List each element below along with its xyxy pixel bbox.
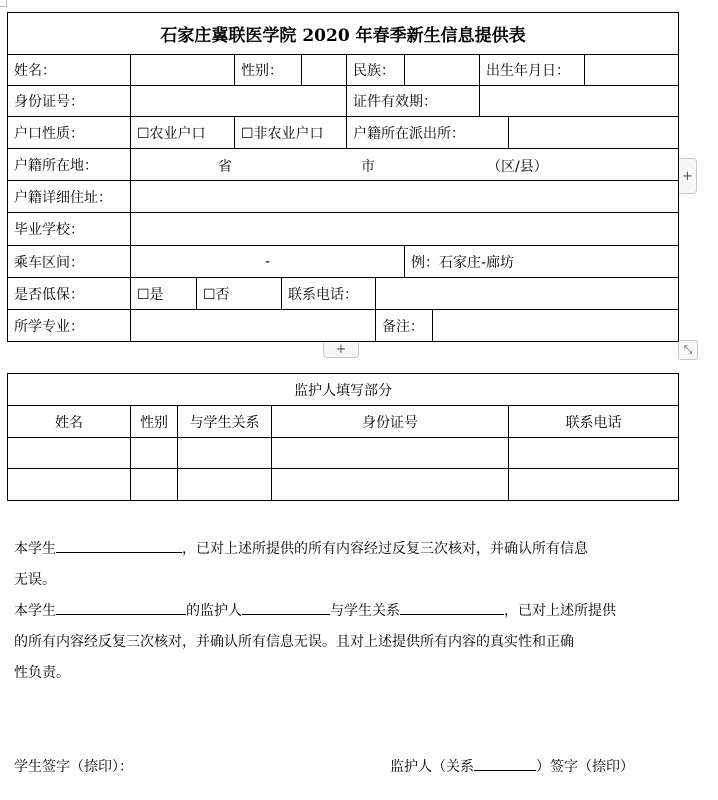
plus-icon: + [335,342,347,357]
route-example: 例：石家庄-廊坊 [404,245,679,278]
guardian-header-name: 姓名 [7,405,131,438]
major-field[interactable] [130,309,376,342]
route-separator: - [264,253,271,270]
student-name-blank-2[interactable] [56,600,186,615]
low-income-yes-checkbox[interactable]: ☐是 [130,277,197,310]
signature-text: ）签字（捺印） [536,759,634,775]
statement-text: 本学生 [14,603,56,619]
name-label: 姓名： [7,54,131,86]
birthdate-label: 出生年月日： [479,54,585,86]
statement-text: ，已对上述所提供 [504,603,616,619]
province-suffix: 省 [218,159,232,175]
guardian-header-relation: 与学生关系 [177,405,272,438]
statement-text: ，已对上述所提供的所有内容经过反复三次核对，并确认所有信息 [182,541,588,557]
hukou-location-field[interactable] [130,148,679,181]
statement-line-5: 性负责。 [14,665,70,681]
id-validity-field[interactable] [479,85,679,117]
id-number-label: 身份证号： [7,85,131,117]
guardian-id-cell[interactable] [271,437,509,469]
id-number-field[interactable] [130,85,347,117]
phone-label: 联系电话： [281,277,376,310]
resize-icon: ⤡ [683,343,693,356]
guardian-header-gender: 性别 [130,405,178,438]
route-field[interactable] [130,245,405,278]
guardian-relation-cell[interactable] [177,468,272,501]
remarks-field[interactable] [432,309,679,342]
school-field[interactable] [130,212,679,246]
city-suffix: 市 [361,159,375,175]
statement-line-3 [14,600,616,620]
id-validity-label: 证件有效期： [346,85,480,117]
guardian-phone-cell[interactable] [508,437,679,469]
plus-icon: + [682,168,693,184]
police-station-field[interactable] [508,116,679,149]
table-resize-handle[interactable] [678,340,698,360]
ethnicity-label: 民族： [346,54,405,86]
gender-field[interactable] [301,54,347,86]
add-column-button[interactable] [679,158,697,194]
ethnicity-field[interactable] [404,54,480,86]
hukou-address-label: 户籍详细住址： [7,180,131,213]
add-row-button[interactable] [323,342,359,358]
guardian-table-title: 监护人填写部分 [7,373,679,406]
route-label: 乘车区间： [7,245,131,278]
guardian-header-id: 身份证号 [271,405,509,438]
guardian-name-blank[interactable] [242,600,330,615]
form-title: 石家庄冀联医学院 2020 年春季新生信息提供表 [7,12,679,55]
guardian-gender-cell[interactable] [130,468,178,501]
paragraph-mark [0,0,7,7]
statement-text: 与学生关系 [330,603,400,619]
hukou-type-label: 户口性质： [7,116,131,149]
guardian-relation-cell[interactable] [177,437,272,469]
low-income-no-checkbox[interactable]: ☐否 [196,277,282,310]
signature-text: 监护人（关系 [390,759,474,775]
gender-label: 性别： [234,54,302,86]
guardian-name-cell[interactable] [7,468,131,501]
student-signature-label: 学生签字（捺印）： [14,759,133,775]
statement-line-4: 的所有内容经反复三次核对，并确认所有信息无误。且对上述提供所有内容的真实性和正确 [14,634,574,650]
hukou-location-label: 户籍所在地： [7,148,131,181]
guardian-gender-cell[interactable] [130,437,178,469]
major-label: 所学专业： [7,309,131,342]
statement-line-2: 无误。 [14,572,56,588]
district-suffix: （区/县） [487,159,548,175]
hukou-nonagricultural-checkbox[interactable]: ☐非农业户口 [234,116,347,149]
statement-text: 本学生 [14,541,56,557]
police-station-label: 户籍所在派出所： [346,116,509,149]
guardian-header-phone: 联系电话 [508,405,679,438]
relation-blank[interactable] [400,600,504,615]
remarks-label: 备注： [375,309,433,342]
birthdate-field[interactable] [584,54,679,86]
guardian-relation-blank[interactable] [474,756,536,771]
statement-line-1 [14,538,588,558]
statement-text: 的监护人 [186,603,242,619]
guardian-phone-cell[interactable] [508,468,679,501]
school-label: 毕业学校： [7,212,131,246]
guardian-name-cell[interactable] [7,437,131,469]
guardian-id-cell[interactable] [271,468,509,501]
student-name-blank[interactable] [56,538,182,553]
hukou-agricultural-checkbox[interactable]: ☐农业户口 [130,116,235,149]
low-income-label: 是否低保： [7,277,131,310]
phone-field[interactable] [375,277,679,310]
guardian-signature-label [390,756,634,776]
name-field[interactable] [130,54,235,86]
hukou-address-field[interactable] [130,180,679,213]
